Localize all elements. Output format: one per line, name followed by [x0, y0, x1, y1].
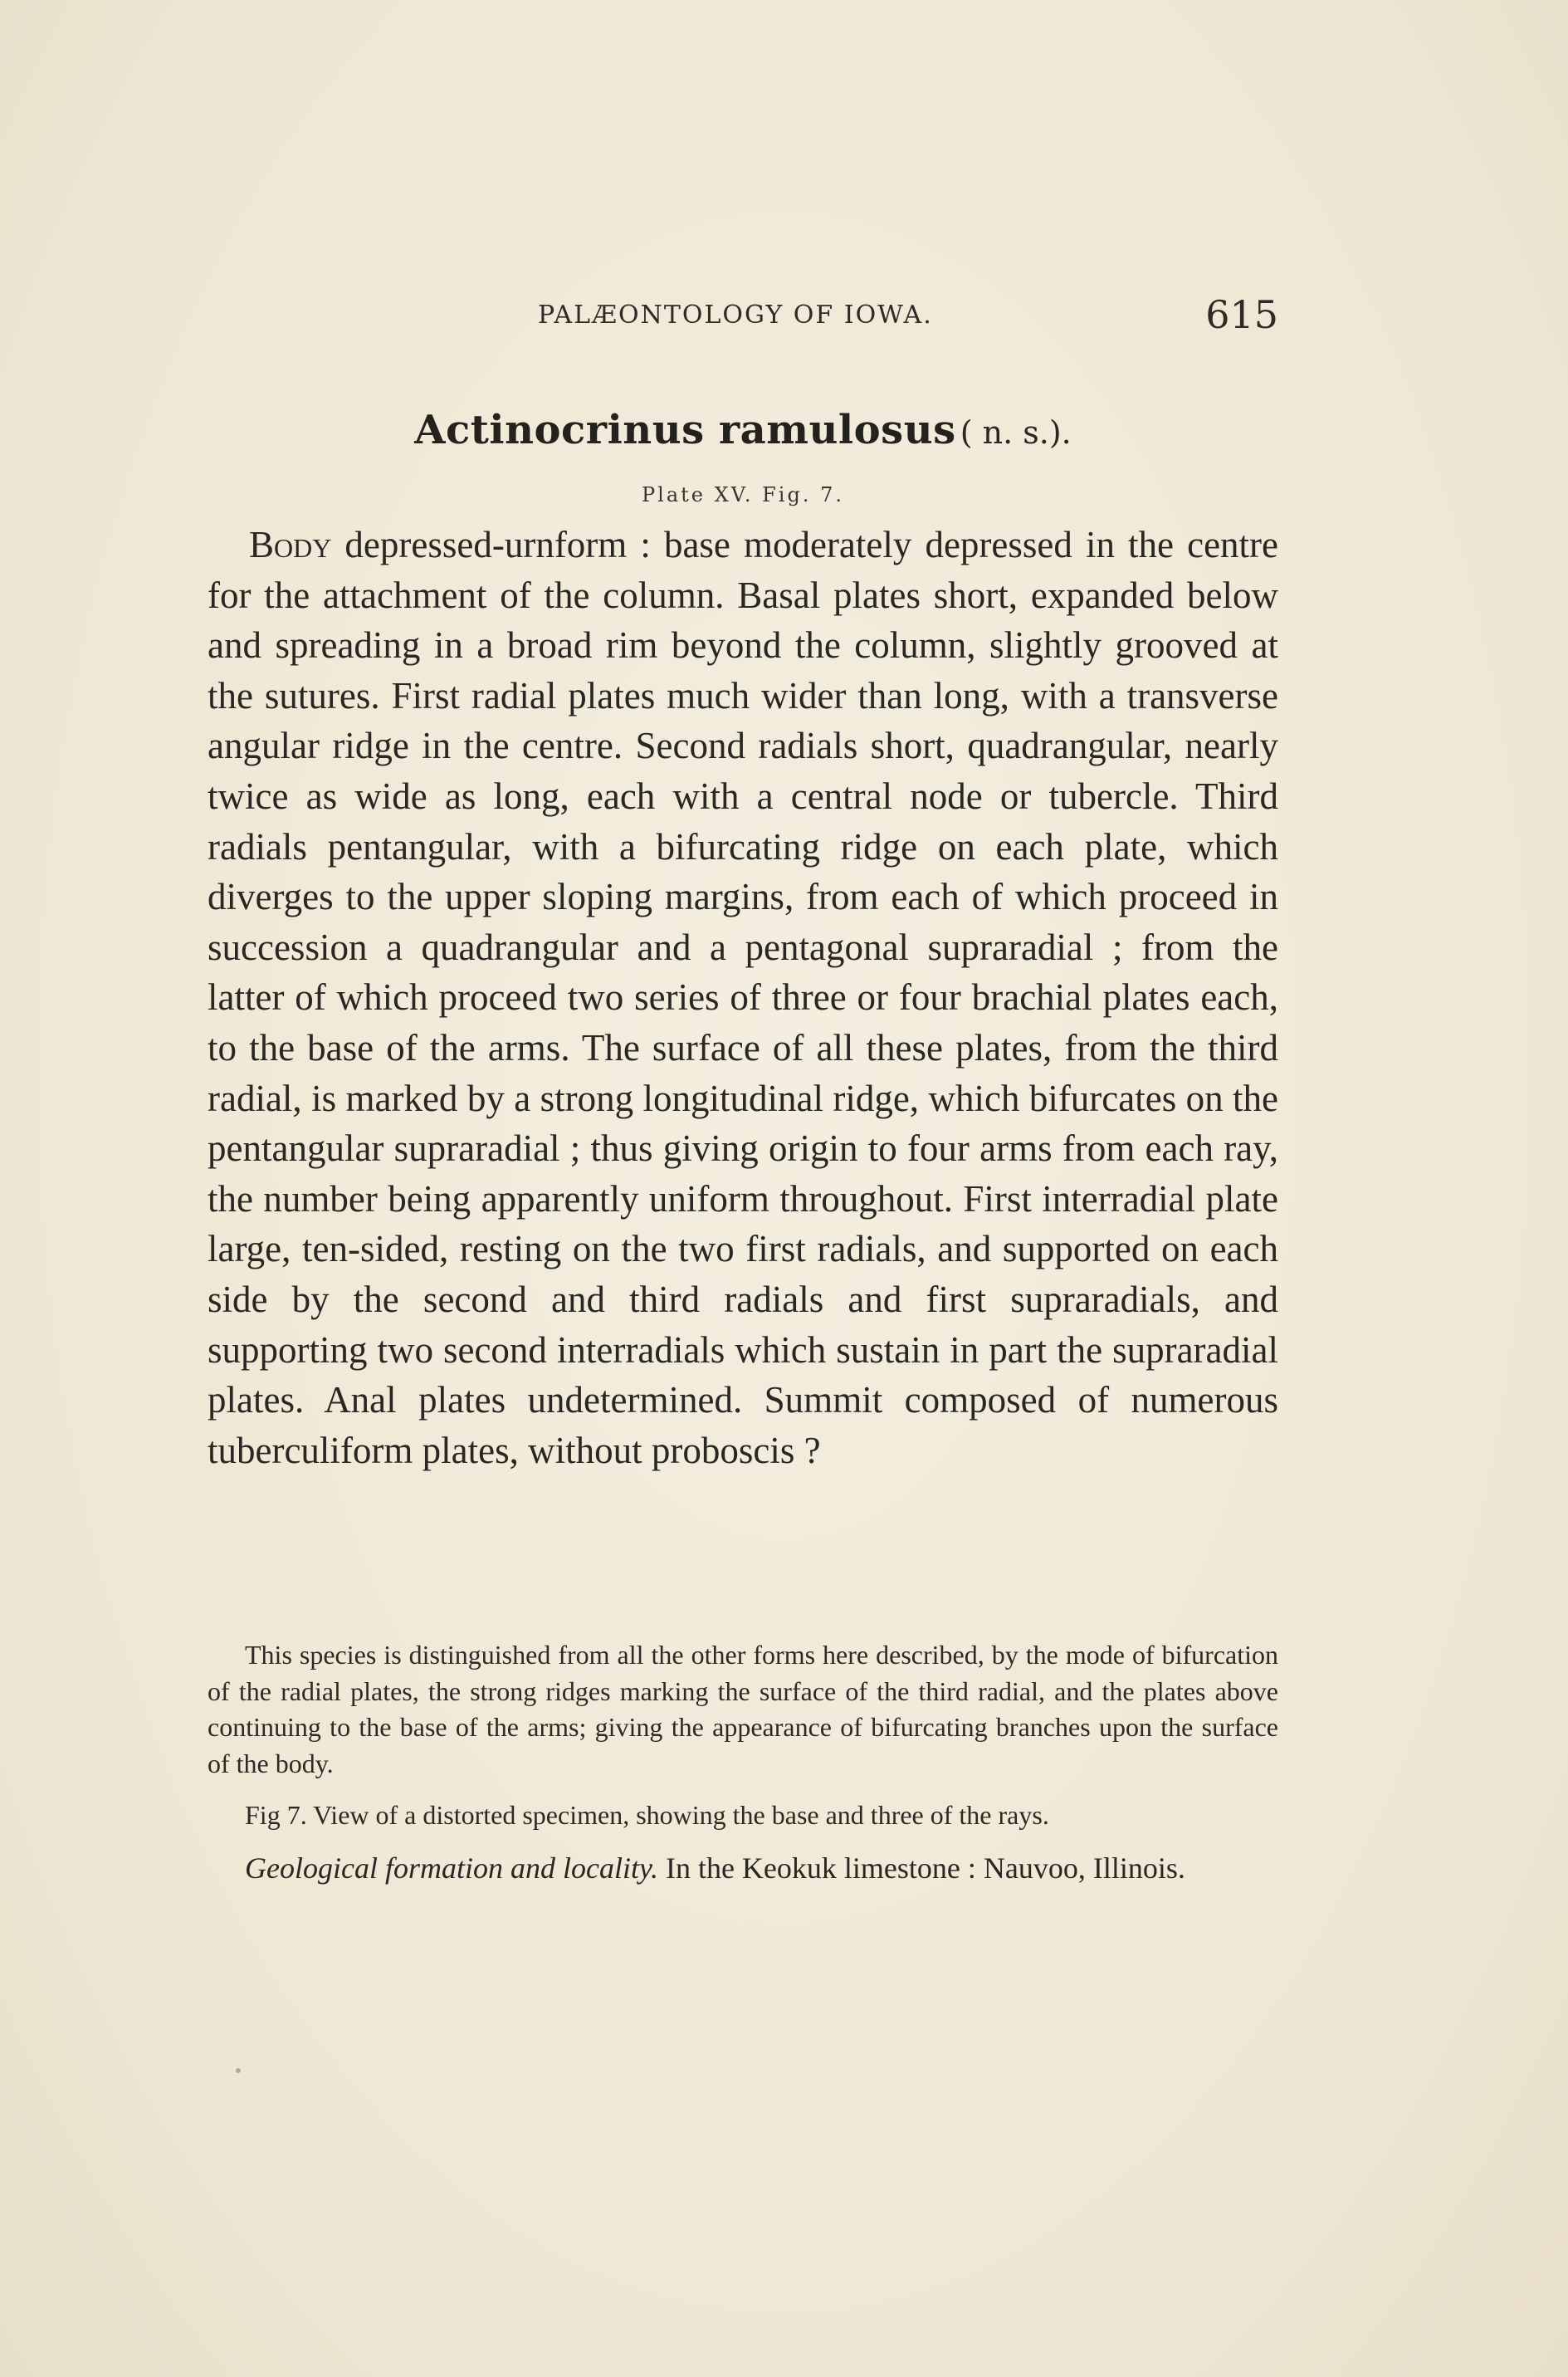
species-novelty: ( n. s.). — [960, 414, 1072, 451]
description-text: depressed-urnform : base moderately depressed in the centre for the attachment of the column. Basal plates short, expanded below and spreading in a broad rim beyond the column, slightly grooved at the sutures. First radial plates much wider than long, with a transverse angular ridge in the centre. Second radials short, quadrangular, nearly twice as wide as long, each with a central node or tubercle. Third radials pentangular, with a bifurcating ridge on each plate, which diverges to the upper sloping margins, from each of which proceed in succession a quadrangular and a pentagonal supraradial ; from the latter of which proceed two series of three or four brachial plates each, to the base of the arms. The surface of all these plates, from the third radial, is marked by a strong longitudinal ridge, which bifurcates on the pentangular supraradial ; thus giving origin to four arms from each ray, the number being apparently uniform throughout. First interradial plate large, ten-sided, resting on the two first radials, and supported on each side by the second and third radials and first supraradials, and supporting two second interradials which sustain in part the supraradial plates. Anal plates undetermined. Summit composed of numerous tuberculiform plates, without proboscis ? — [208, 524, 1278, 1471]
paper-speck — [236, 2068, 241, 2073]
locality-text: In the Keokuk limestone : Nauvoo, Illinois. — [657, 1851, 1185, 1885]
running-title: PALÆONTOLOGY OF IOWA. — [538, 301, 933, 330]
figure-caption: Fig 7. View of a distorted specimen, showing the base and three of the rays. — [245, 1800, 1049, 1830]
plate-reference: Plate XV. Fig. 7. — [642, 483, 844, 506]
running-head — [208, 292, 1278, 342]
description-lead-word: Body — [249, 524, 332, 565]
locality-label: Geological formation and locality. — [245, 1851, 658, 1885]
species-name: Actinocrinus ramulosus — [414, 407, 956, 453]
description-paragraph — [208, 520, 1278, 1475]
page-number: 615 — [1205, 292, 1278, 337]
remarks-paragraph: This species is distinguished from all the other forms here described, by the mode of bifurcation of the radial plates, the strong ridges marking the surface of the third radial, and the plates above continuing to the base of the arms; giving the appearance of bifurcating branches upon the surface of the body. — [208, 1640, 1278, 1778]
species-title — [208, 407, 1278, 453]
locality-paragraph — [208, 1845, 1278, 1891]
